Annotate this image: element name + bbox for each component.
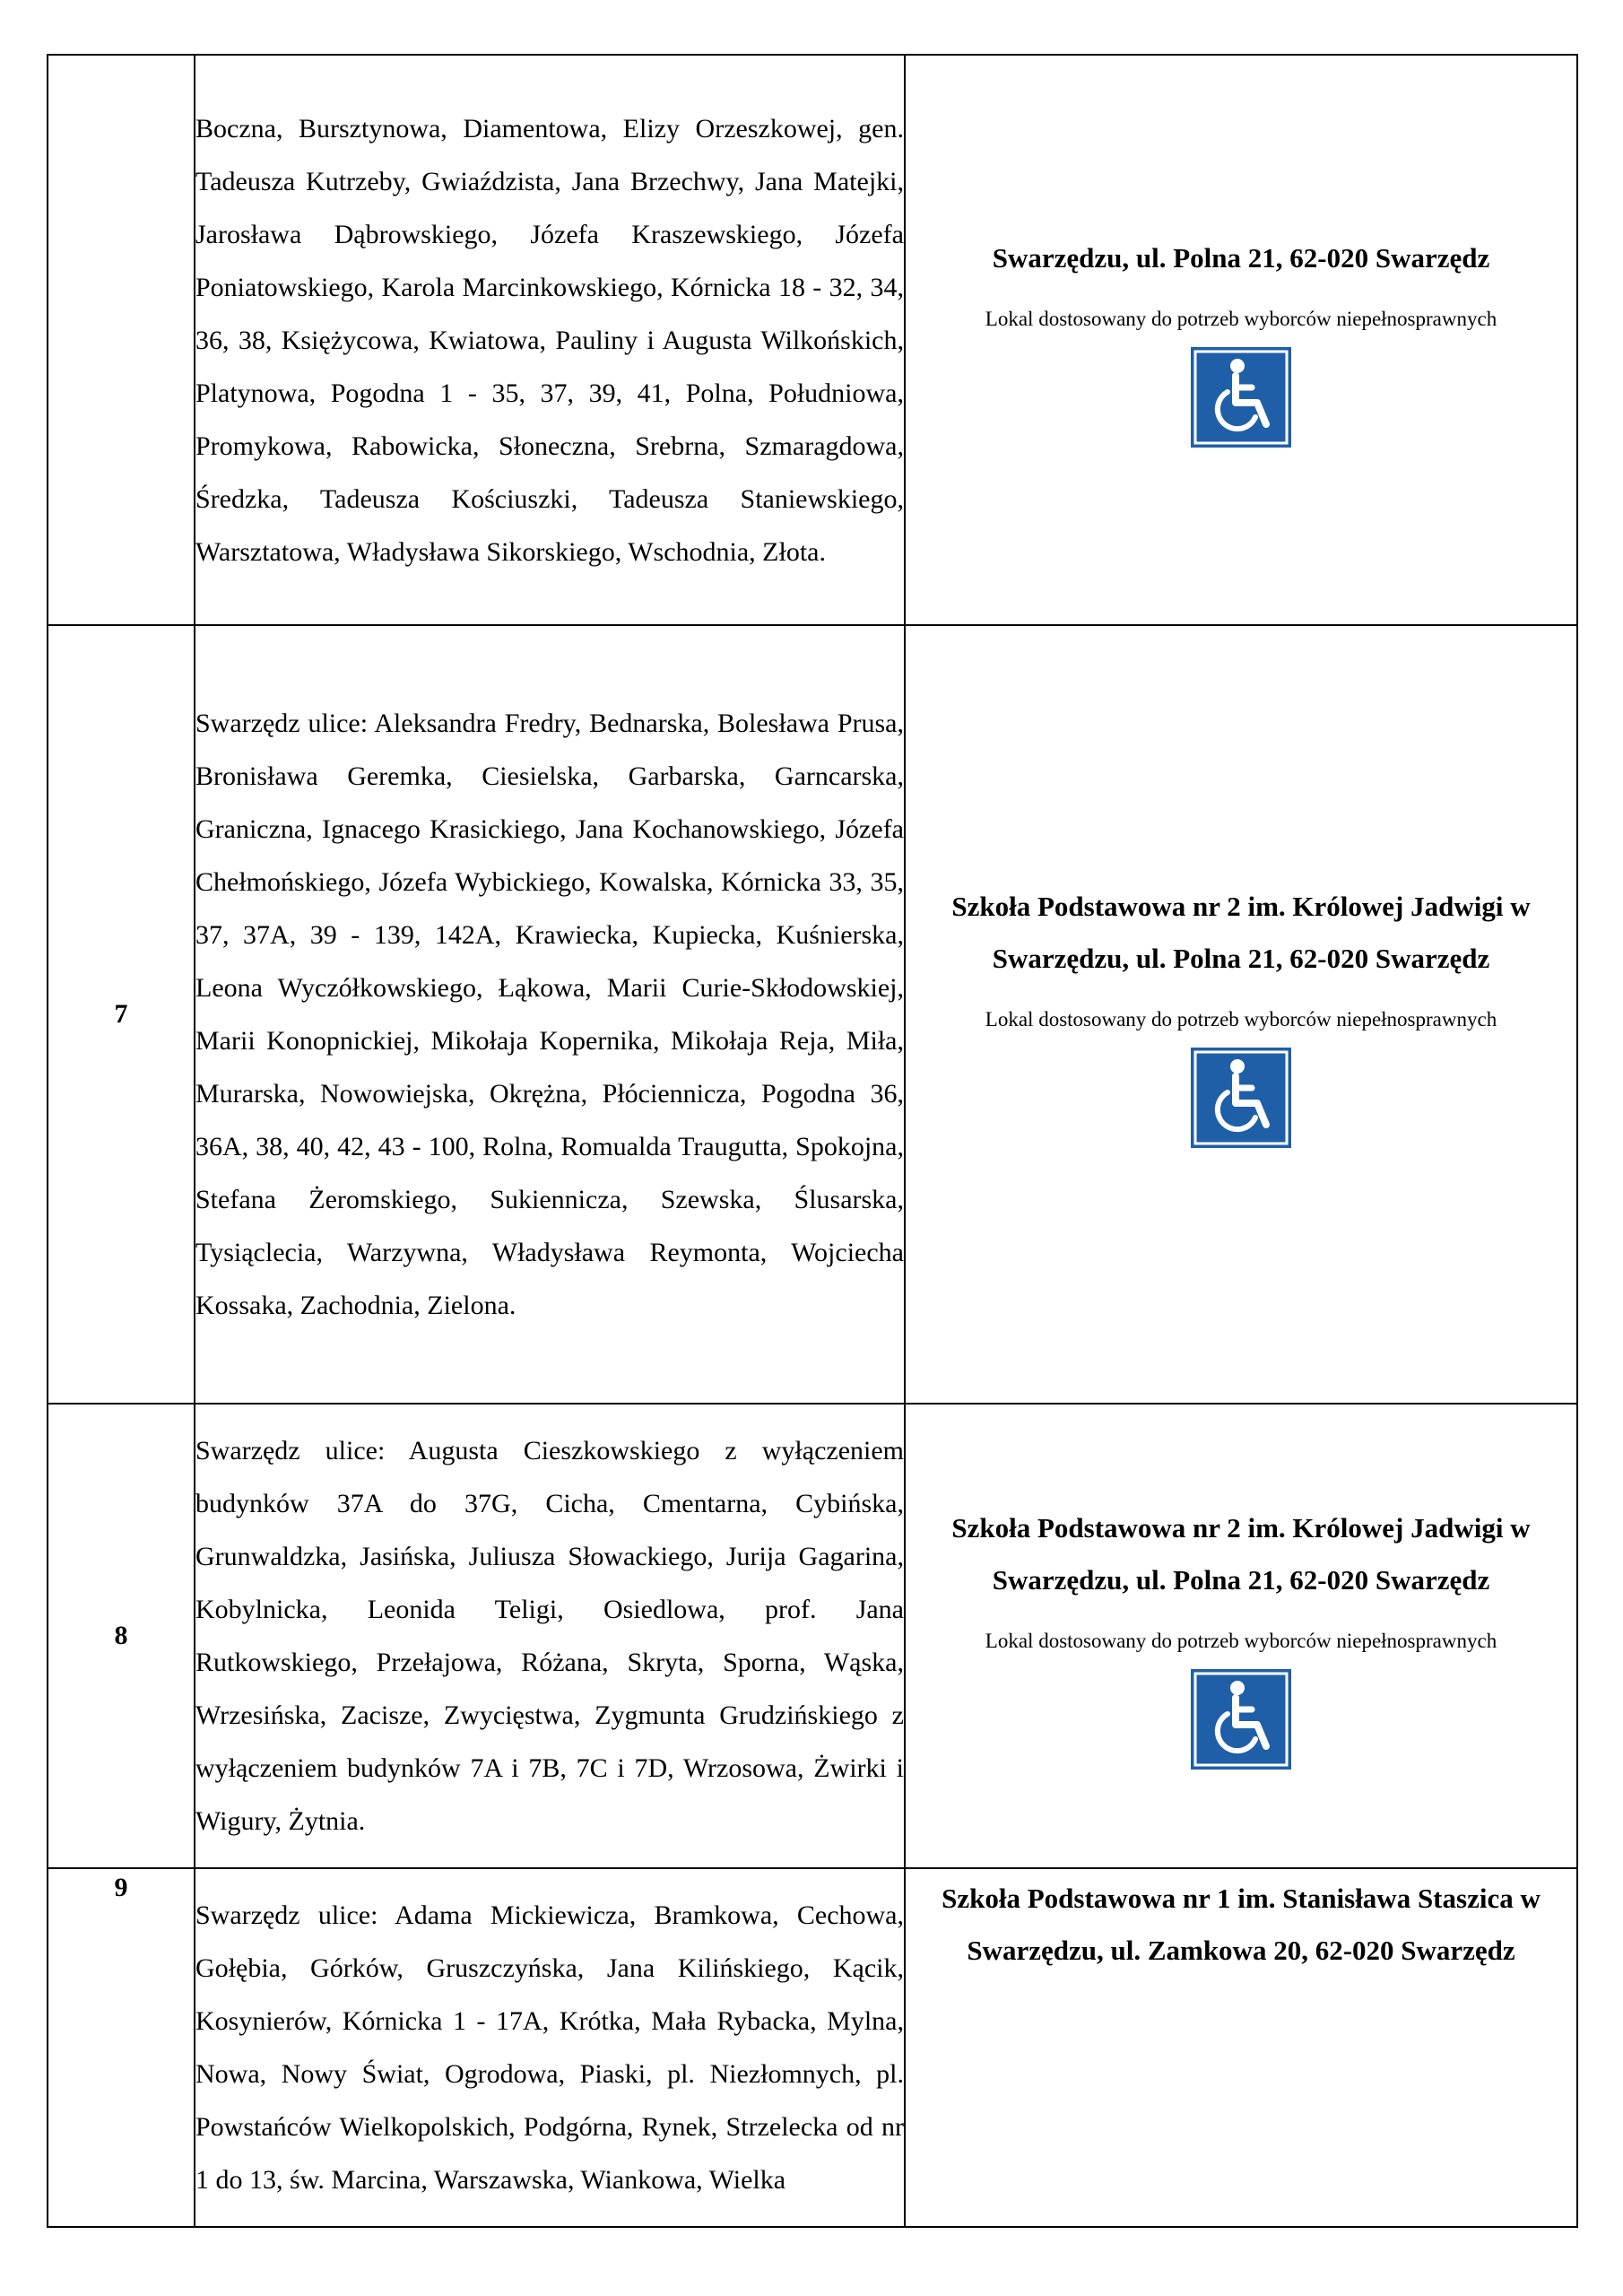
district-number: 7: [48, 625, 195, 1404]
district-number: 8: [48, 1404, 195, 1868]
accessibility-note: Lokal dostosowany do potrzeb wyborców niepełnosprawnych: [985, 1008, 1497, 1031]
district-streets: Boczna, Bursztynowa, Diamentowa, Elizy Orzeszkowej, gen. Tadeusza Kutrzeby, Gwiaździsta, Jana Brzechwy, Jana Matejki, Jarosława Dąbrowskiego, Józefa Kraszewskiego, Józefa Poniatowskiego, Karola Marcinkowskiego, Kórnicka 18 - 32, 34, 36, 38, Księżycowa, Kwiatowa, Pauliny i Augusta Wilkońskich, Platynowa, Pogodna 1 - 35, 37, 39, 41, Polna, Południowa, Promykowa, Rabowicka, Słoneczna, Srebrna, Szmaragdowa, Średzka, Tadeusza Kościuszki, Tadeusza Staniewskiego, Warsztatowa, Władysława Sikorskiego, Wschodnia, Złota.: [195, 55, 905, 625]
district-streets: Swarzędz ulice: Augusta Cieszkowskiego z wyłączeniem budynków 37A do 37G, Cicha, Cmentarna, Cybińska, Grunwaldzka, Jasińska, Juliusza Słowackiego, Jurija Gagarina, Kobylnicka, Leonida Teligi, Osiedlowa, prof. Jana Rutkowskiego, Przełajowa, Różana, Skryta, Sporna, Wąska, Wrzesińska, Zacisze, Zwycięstwa, Zygmunta Grudzińskiego z wyłączeniem budynków 7A i 7B, 7C i 7D, Wrzosowa, Żwirki i Wigury, Żytnia.: [195, 1404, 905, 1868]
polling-location-cell: [905, 55, 1577, 625]
polling-location-cell: [905, 1404, 1577, 1868]
polling-districts-table: [47, 54, 1578, 2228]
district-streets: Swarzędz ulice: Aleksandra Fredry, Bednarska, Bolesława Prusa, Bronisława Geremka, Ciesielska, Garbarska, Garncarska, Graniczna, Ignacego Krasickiego, Jana Kochanowskiego, Józefa Chełmońskiego, Józefa Wybickiego, Kowalska, Kórnicka 33, 35, 37, 37A, 39 - 139, 142A, Krawiecka, Kupiecka, Kuśnierska, Leona Wyczółkowskiego, Łąkowa, Marii Curie-Skłodowskiej, Marii Konopnickiej, Mikołaja Kopernika, Mikołaja Reja, Miła, Murarska, Nowowiejska, Okrężna, Płóciennicza, Pogodna 36, 36A, 38, 40, 42, 43 - 100, Rolna, Romualda Traugutta, Spokojna, Stefana Żeromskiego, Sukiennicza, Szewska, Ślusarska, Tysiąclecia, Warzywna, Władysława Reymonta, Wojciecha Kossaka, Zachodnia, Zielona.: [195, 625, 905, 1404]
district-number: [48, 55, 195, 625]
table-row: [48, 1404, 1577, 1868]
polling-location: Swarzędzu, ul. Polna 21, 62-020 Swarzędz: [992, 242, 1490, 274]
polling-location-cell: [905, 1868, 1577, 2227]
table-row: [48, 625, 1577, 1404]
table-row: [48, 1868, 1577, 2227]
accessibility-note: Lokal dostosowany do potrzeb wyborców niepełnosprawnych: [985, 1630, 1497, 1652]
polling-location: Szkoła Podstawowa nr 1 im. Stanisława Staszica w Swarzędzu, ul. Zamkowa 20, 62-020 Swarzędz: [942, 1883, 1541, 1966]
table-row: [48, 55, 1577, 625]
wheelchair-accessible-icon: [1191, 1048, 1291, 1148]
polling-location: Szkoła Podstawowa nr 2 im. Królowej Jadwigi w Swarzędzu, ul. Polna 21, 62-020 Swarzędz: [951, 891, 1531, 974]
district-number: 9: [48, 1868, 195, 2227]
polling-location-cell: [905, 625, 1577, 1404]
accessibility-note: Lokal dostosowany do potrzeb wyborców niepełnosprawnych: [985, 308, 1497, 330]
polling-location: Szkoła Podstawowa nr 2 im. Królowej Jadwigi w Swarzędzu, ul. Polna 21, 62-020 Swarzędz: [951, 1512, 1531, 1596]
district-streets: Swarzędz ulice: Adama Mickiewicza, Bramkowa, Cechowa, Gołębia, Górków, Gruszczyńska, Jana Kilińskiego, Kącik, Kosynierów, Kórnicka 1 - 17A, Krótka, Mała Rybacka, Mylna, Nowa, Nowy Świat, Ogrodowa, Piaski, pl. Niezłomnych, pl. Powstańców Wielkopolskich, Podgórna, Rynek, Strzelecka od nr 1 do 13, św. Marcina, Warszawska, Wiankowa, Wielka: [195, 1868, 905, 2227]
wheelchair-accessible-icon: [1191, 347, 1291, 448]
wheelchair-accessible-icon: [1191, 1669, 1291, 1770]
